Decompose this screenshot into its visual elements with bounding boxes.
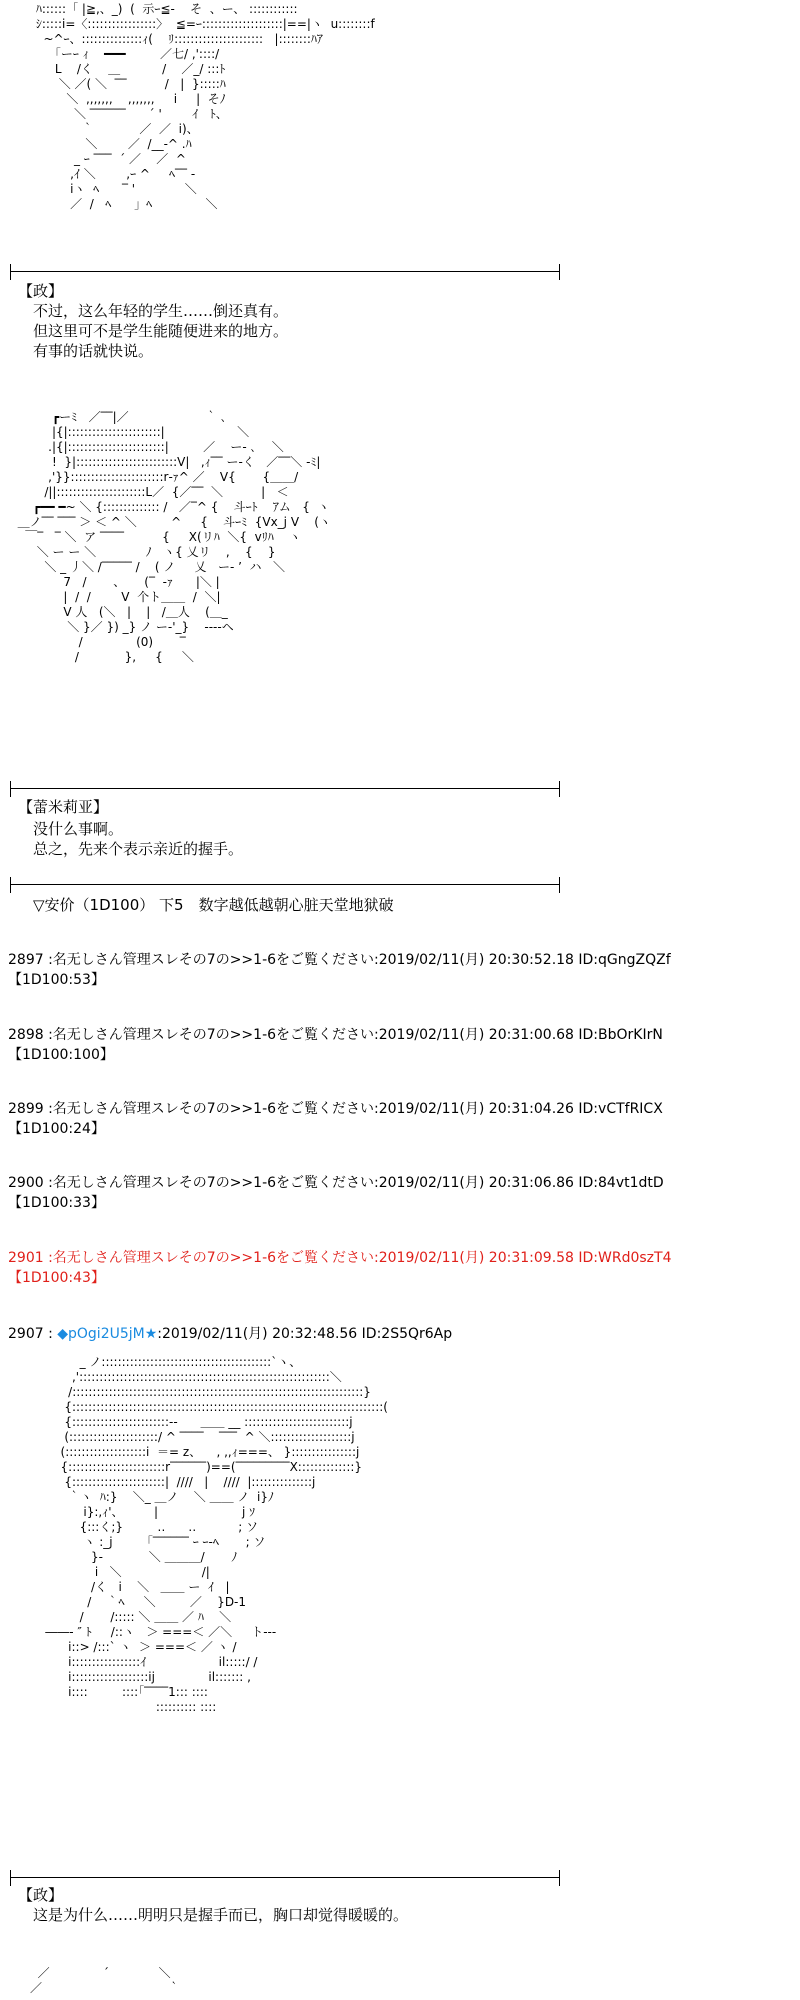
- post-header: 2899 :名无しさん管理スレその7の>>1-6をご覧ください:2019/02/11(月) 20:31:04.26 ID:vCTfRICX: [8, 1101, 663, 1117]
- post-body-highlighted: 【1D100:43】: [8, 1270, 105, 1286]
- dialogue-line: 有事的话就快说。: [33, 342, 154, 360]
- post-body: 【1D100:24】: [8, 1121, 105, 1137]
- dialogue-line: 不过，这么年轻的学生……倒还真有。: [33, 302, 289, 320]
- dialogue-divider: [10, 884, 560, 885]
- dialogue-divider: [10, 271, 560, 272]
- dialogue-divider: [10, 788, 560, 789]
- dialogue-line: 没什么事啊。: [33, 820, 124, 838]
- dialogue-line: 这是为什么……明明只是握手而已，胸口却觉得暖暖的。: [33, 1906, 409, 1924]
- ascii-art-next-partial: ／ ´ ＼ ／ ｀: [30, 1966, 180, 1995]
- author-post-header: [8, 1325, 452, 1343]
- post-header-highlighted: 2901 :名无しさん管理スレその7の>>1-6をご覧ください:2019/02/11(月) 20:31:09.58 ID:WRd0szT4: [8, 1250, 672, 1266]
- speaker-label: 【政】: [18, 282, 64, 300]
- post-meta: :2019/02/11(月) 20:32:48.56 ID:2S5Qr6Ap: [157, 1326, 453, 1342]
- ascii-art-remilia: ┏ーﾐ ／‾‾|／ ｀ ､ |{|:::::::::::::::::::::::| ＼ .|{|::::::::::::::::::::::::| ／ ー‐ ､ ＼ ! }|:::::::::::::::::::::::::V| ,ｨ‾‾ ー‐く ／‾‾＼ ‐ﾐ| ,'}}:::::::::::::::::::::::r‐ｧ^ ／ V{ {＿＿/ /||::::::::::::::::::::::L／ {／‾‾ ＼ | ＜ ┏━━ ━~ ＼ {:::::::::::::: / ／‾^ { 斗ｰﾄ ｱム { ヽ ＿ノ‾‾ ‾‾‾ ＞ ＜ ^ ＼ ^ { 斗ｰﾐ {Vx_j V (ヽ ￣‾ ‾ ＼ ア ‾‾‾‾ { X(リﾊ ＼{ vﾘﾊ ヽ ＼ ー ー ＼ ﾉ ヽ{ 乂リ , { } ＼ _ 丿＼ /‾‾‾‾‾ / ( ノ 乂 ー‐ ’ ハ ＼ 7 / 、 (‾ ‐ｧ |＼ | | / / V 个ト＿＿ / ＼| V 人 (＼ | | /＿人 (＿_ ＼ }／ }) _} ノ ー‐'_} ‐‐‐‐ヘ / (0) ‾ / }, { ＼: [17, 410, 331, 664]
- post-header: 2898 :名无しさん管理スレその7の>>1-6をご覧ください:2019/02/11(月) 20:31:00.68 ID:BbOrKIrN: [8, 1027, 663, 1043]
- dialogue-divider: [10, 1877, 560, 1878]
- dialogue-line: 总之，先来个表示亲近的握手。: [33, 840, 244, 858]
- ascii-art-man-glasses: ﾊ::::::「 |≧,、_) ( 示ｰ≦- そ 、ー、 :::::::::::: ｼ:::::i=〈:::::::::::::::::〉 ≦=ｰ::::::::::::::::::::|==|ヽ u::::::::f ~^ｰ、:::::::::::::::ｨ( ﾘ:::::::::::::::::::::: |::::::::ﾊｱ ｢ーｰ ｨ ━━━ ／七/ ,'::::/ L /く ＿ / ／_/ :::ﾄ ＼ ／( ＼ ‾‾ / | }:::::ﾊ ＼ ,,,,,,, ,,,,,,, i | そﾉ ＼ ‾‾‾‾‾‾ ´ ' ｲ ﾄ、 ｀ ／ ／ i)、 ＼ ／ /__-^ .ﾊ _ ｰ ‾‾‾ ´ ／ ／ ^ ,ｲ ＼ ,ｰ ^ ﾍ‾‾ - iヽ ﾍ ‾ ' ＼ ／ / ﾍ 」ﾍ ＼: [35, 2, 375, 211]
- post-body: 【1D100:33】: [8, 1195, 105, 1211]
- post-header: 2897 :名无しさん管理スレその7の>>1-6をご覧ください:2019/02/11(月) 20:30:52.18 ID:qGngZQZf: [8, 952, 671, 968]
- post-body: 【1D100:53】: [8, 972, 105, 988]
- ascii-art-man-hand-on-chest: _ ノ::::::::::::::::::::::::::::::::::::::::::`ヽ、 ,'::::::::::::::::::::::::::::::::::::::::::::::::::::::::::::::＼ /::::::::::::::::::::::::::::::::::::::::::::::::::::::::::::::::::::::::} {:::::::::::::::::::::::::::::::::::::::::::::::::::::::::::::::::::::::::::::( {::::::::::::::::::::::::-- ＿＿ __ ::::::::::::::::::::::::::j (::::::::::::::::::::::/ ^ ‾‾‾‾ ‾‾‾ ^ ＼::::::::::::::::::::j (::::::::::::::::::::i ＝= z、 , ,,ｨ===、 }::::::::::::::::j {::::::::::::::::::::::::r‾‾‾‾‾‾)==(‾‾‾‾‾‾‾‾‾X::::::::::::::} {:::::::::::::::::::::::| //// | //// |:::::::::::::::j ｀ヽ ﾊ:} ＼_ ＿ノ ＼ ＿＿ ノ i}ﾉ i}:,ｨ'、 | j ｿ {:::く;} ‥ ‥ ; ソ ヽ :_j ｢‾‾‾‾‾‾ ｰ ｰ‐ﾍ ; ソ }‐ ＼ ＿＿＿/ ﾉ i ＼ /| /く i ＼ ＿＿ ー ｲ | / ｀ﾍ ＼ ／ }D-1 / /::::: ＼ ＿＿ ／ ﾊ ＼ ――‐ ″ ﾄ /::ヽ ＞ ===＜ ／＼ ト‐‐‐ i::> /:::` ヽ ＞ ===＜ ／ ヽ / i:::::::::::::::::ｲ il:::::/ / i:::::::::::::::::::ij il::::::: , i:::: ::::｢‾‾‾‾1::: :::: :::::::::: ::::: [45, 1355, 388, 1714]
- speaker-label: 【蕾米莉亚】: [18, 798, 109, 816]
- speaker-label: 【政】: [18, 1886, 64, 1904]
- vote-instruction: ▽安价（1D100） 下5 数字越低越朝心脏天堂地狱破: [33, 896, 394, 914]
- post-body: 【1D100:100】: [8, 1047, 114, 1063]
- author-trip-link[interactable]: ◆pOgi2U5jM★: [57, 1326, 158, 1342]
- post-header: 2900 :名无しさん管理スレその7の>>1-6をご覧ください:2019/02/11(月) 20:31:06.86 ID:84vt1dtD: [8, 1175, 664, 1191]
- post-number: 2907 :: [8, 1326, 53, 1342]
- dialogue-line: 但这里可不是学生能随便进来的地方。: [33, 322, 289, 340]
